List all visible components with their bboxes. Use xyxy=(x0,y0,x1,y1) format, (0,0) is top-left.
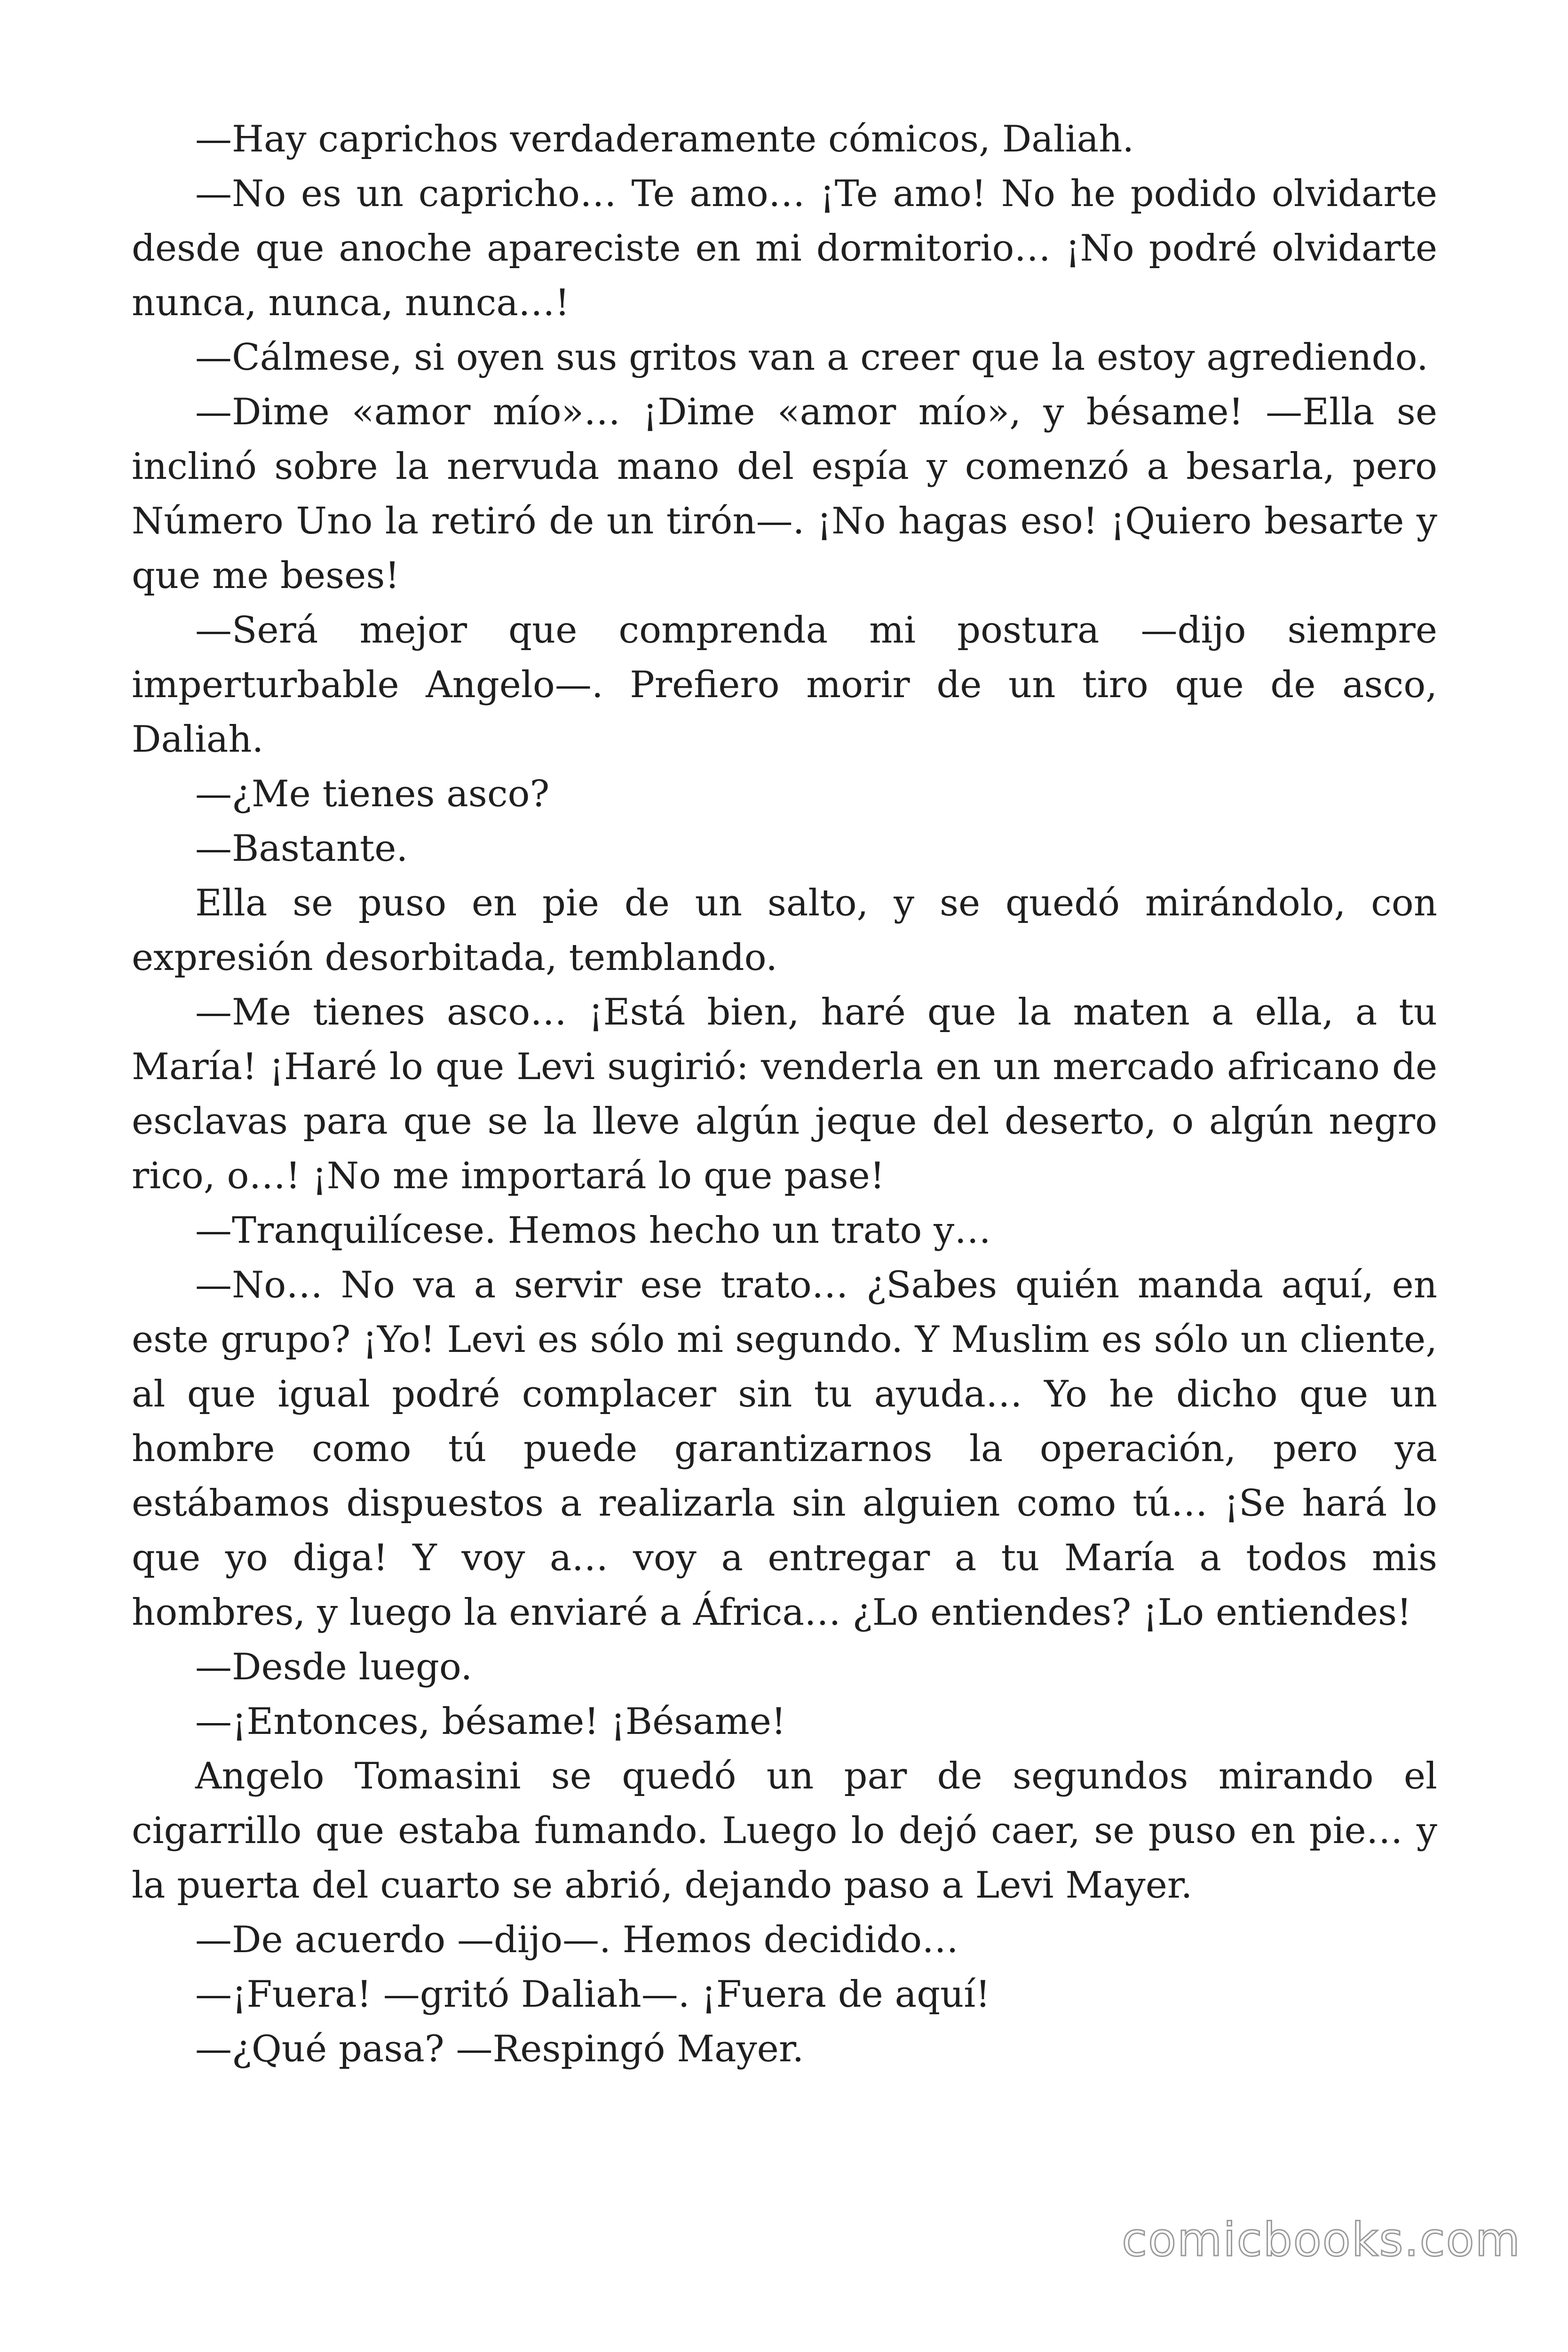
paragraph: —Tranquilícese. Hemos hecho un trato y… xyxy=(195,1209,991,1252)
paragraph: —Dime «amor mío»… ¡Dime «amor mío», y bésame! —Ella se inclinó sobre la nervuda mano del espía y comenzó a besarla, pero Número Uno la retiró de un tirón—. ¡No hagas eso! ¡Quiero besarte y que me beses! xyxy=(132,391,1437,597)
paragraph: —No es un capricho… Te amo… ¡Te amo! No he podido olvidarte desde que anoche apareciste en mi dormitorio… ¡No podré olvidarte nunca, nunca, nunca…! xyxy=(132,173,1437,324)
paragraph: —No… No va a servir ese trato… ¿Sabes quién manda aquí, en este grupo? ¡Yo! Levi es sólo mi segundo. Y Muslim es sólo un cliente, al que igual podré complacer sin tu ayuda… Yo he dicho que un hombre como tú puede garantizarnos la operación, pero ya estábamos dispuestos a realizarla sin alguien como tú… ¡Se hará lo que yo diga! Y voy a… voy a entregar a tu María a todos mis hombres, y luego la enviaré a África… ¿Lo entiendes? ¡Lo entiendes! xyxy=(132,1264,1437,1634)
paragraph: Angelo Tomasini se quedó un par de segundos mirando el cigarrillo que estaba fumando. Luego lo dejó caer, se puso en pie… y la puerta del cuarto se abrió, dejando paso a Levi Mayer. xyxy=(132,1755,1437,1907)
paragraph: —De acuerdo —dijo—. Hemos decidido… xyxy=(195,1919,959,1961)
paragraph: —Será mejor que comprenda mi postura —dijo siempre imperturbable Angelo—. Prefiero morir de un tiro que de asco, Daliah. xyxy=(132,609,1437,761)
paragraph: Ella se puso en pie de un salto, y se quedó mirándolo, con expresión desorbitada, temblando. xyxy=(132,882,1437,979)
paragraph: —Bastante. xyxy=(195,827,408,870)
paragraph: —¡Entonces, bésame! ¡Bésame! xyxy=(195,1700,786,1743)
paragraph: —¿Qué pasa? —Respingó Mayer. xyxy=(195,2028,804,2070)
paragraph: —Cálmese, si oyen sus gritos van a creer que la estoy agrediendo. xyxy=(195,336,1428,379)
paragraph: —¡Fuera! —gritó Daliah—. ¡Fuera de aquí! xyxy=(195,1973,990,2016)
paragraph: —¿Me tienes asco? xyxy=(195,773,550,815)
paragraph: —Hay caprichos verdaderamente cómicos, Daliah. xyxy=(195,118,1134,160)
paragraph: —Desde luego. xyxy=(195,1646,473,1688)
paragraph: —Me tienes asco… ¡Está bien, haré que la maten a ella, a tu María! ¡Haré lo que Levi sugirió: venderla en un mercado africano de esclavas para que se la lleve algún jeque del deserto, o algún negro rico, o…! ¡No me importará lo que pase! xyxy=(132,991,1437,1197)
book-page-text xyxy=(132,112,1437,2076)
watermark: comicbooks.com xyxy=(1122,2213,1521,2267)
